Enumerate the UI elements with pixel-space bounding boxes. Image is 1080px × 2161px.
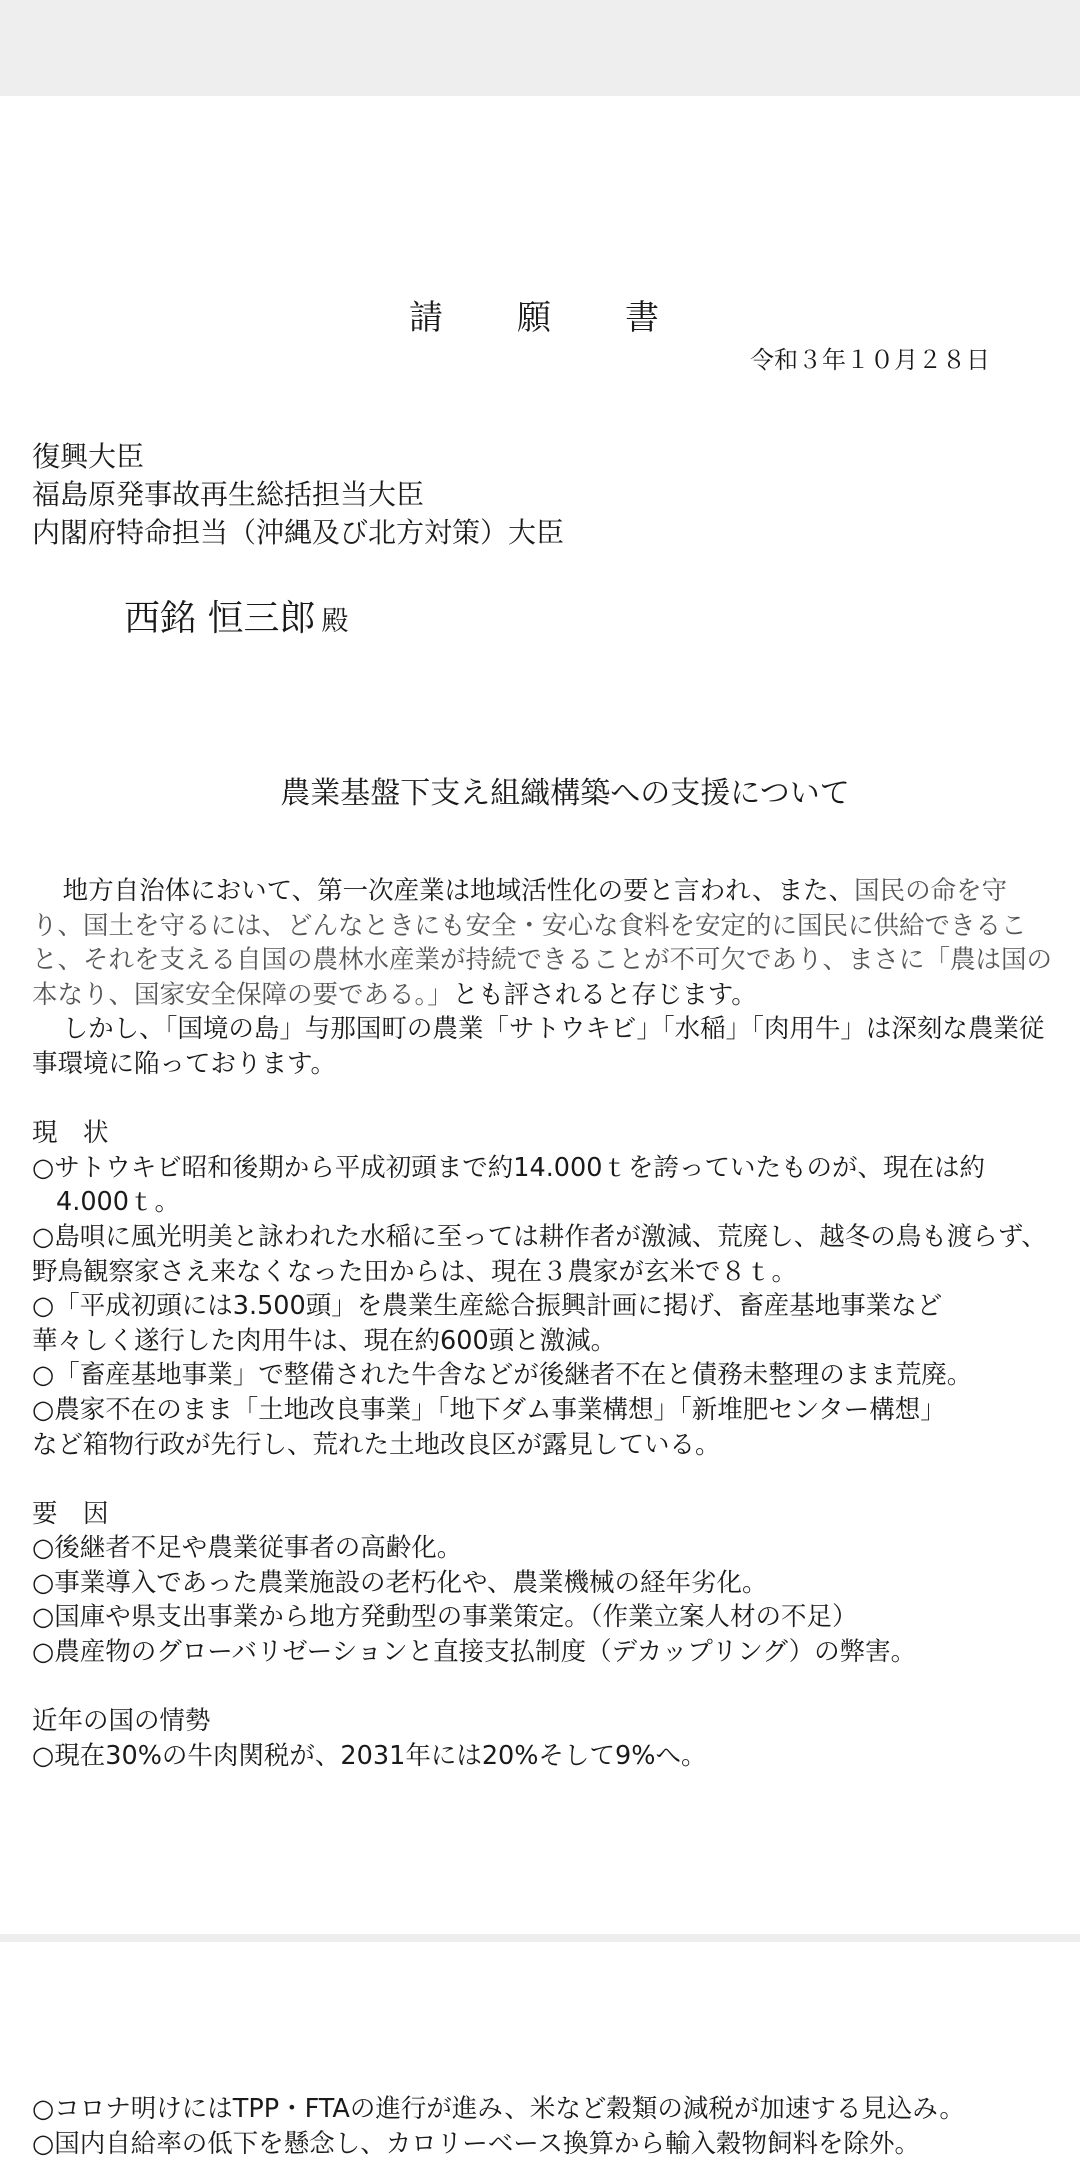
trend-item: ○コロナ明けにはTPP・FTAの進行が進み、米など穀類の減税が加速する見込み。 [32,2094,965,2124]
cause-item: ○後継者不足や農業従事者の高齢化。 [32,1533,463,1564]
current-item-continuation: など箱物行政が先行し、荒れた土地改良区が露見している。 [32,1429,721,1460]
cause-heading: 要 因 [32,1498,109,1529]
trend-heading: 近年の国の情勢 [32,1706,211,1737]
current-item-continuation: 華々しく遂行した肉用牛は、現在約600頭と激減。 [32,1325,617,1356]
current-heading: 現 状 [32,1118,109,1149]
addressee-line: 福島原発事故再生総括担当大臣 [32,478,425,511]
current-item: ○サトウキビ昭和後期から平成初頭まで約14.000ｔを誇っていたものが、現在は約 [32,1152,985,1183]
document-subject: 農業基盤下支え組織構築への支援について [280,776,850,811]
intro-tail: とも評されると存じます。 [452,979,757,1010]
cause-item: ○事業導入であった農業施設の老朽化や、農業機械の経年劣化。 [32,1567,768,1598]
current-item: ○農家不在のまま「土地改良事業」「地下ダム事業構想」「新堆肥センター構想」 [32,1394,946,1425]
intro-paragraph-2: しかし、「国境の島」与那国町の農業「サトウキビ」「水稲」「肉用牛」は深刻な農業従事環境に陥っております。 [32,1014,1045,1079]
document-page-1[interactable] [0,96,1080,1934]
document-body-page-2 [32,2092,1052,2161]
page-separator [0,1934,1080,1942]
addressee-line: 内閣府特命担当（沖縄及び北方対策）大臣 [32,516,565,549]
addressee-line: 復興大臣 [32,440,145,473]
document-body [32,874,1052,1773]
trend-item: ○国内自給率の低下を懸念し、カロリーベース換算から輸入穀物飼料を除外。 [32,2128,920,2159]
document-page-2[interactable] [0,1942,1080,2160]
current-item: ○「畜産基地事業」で整備された牛舎などが後継者不在と債務未整理のまま荒廃。 [32,1360,973,1391]
viewer-top-bar [0,0,1080,96]
minister-name-line [124,590,348,641]
intro-quote-text: 国民の命を守り、国土を守るには、どんなときにも安全・安心な食料を安定的に国民に供給できること、それを支える自国の農林水産業が持続できることが不可欠であり、まさに「農は国の本なり、国家安全保障の要である。」 [32,876,1053,1010]
current-item: ○「平成初頭には3.500頭」を農業生産総合振興計画に掲げ、畜産基地事業など [32,1291,943,1322]
current-item-continuation: 4.000ｔ。 [56,1187,181,1218]
intro-paragraph-1 [32,874,1052,1012]
document-title: 請 願 書 [409,298,679,338]
trend-item: ○現在30%の牛肉関税が、2031年には20%そして9%へ。 [32,1740,707,1771]
current-item: ○島唄に風光明美と詠われた水稲に至っては耕作者が激減、荒廃し、越冬の鳥も渡らず、野鳥観察家さえ来なくなった田からは、現在３農家が玄米で８ｔ。 [32,1221,1047,1287]
minister-name: 西銘 恒三郎 [124,598,316,639]
document-date: 令和３年１０月２８日 [750,346,990,374]
intro-lead: 地方自治体において、第一次産業は地域活性化の要と言われ、また、 [62,876,855,906]
cause-item: ○国庫や県支出事業から地方発動型の事業策定。（作業立案人材の不足） [32,1602,858,1633]
addressee-block [32,438,564,552]
honorific: 殿 [321,606,349,637]
cause-item: ○農産物のグローバリゼーションと直接支払制度（デカップリング）の弊害。 [32,1637,917,1668]
